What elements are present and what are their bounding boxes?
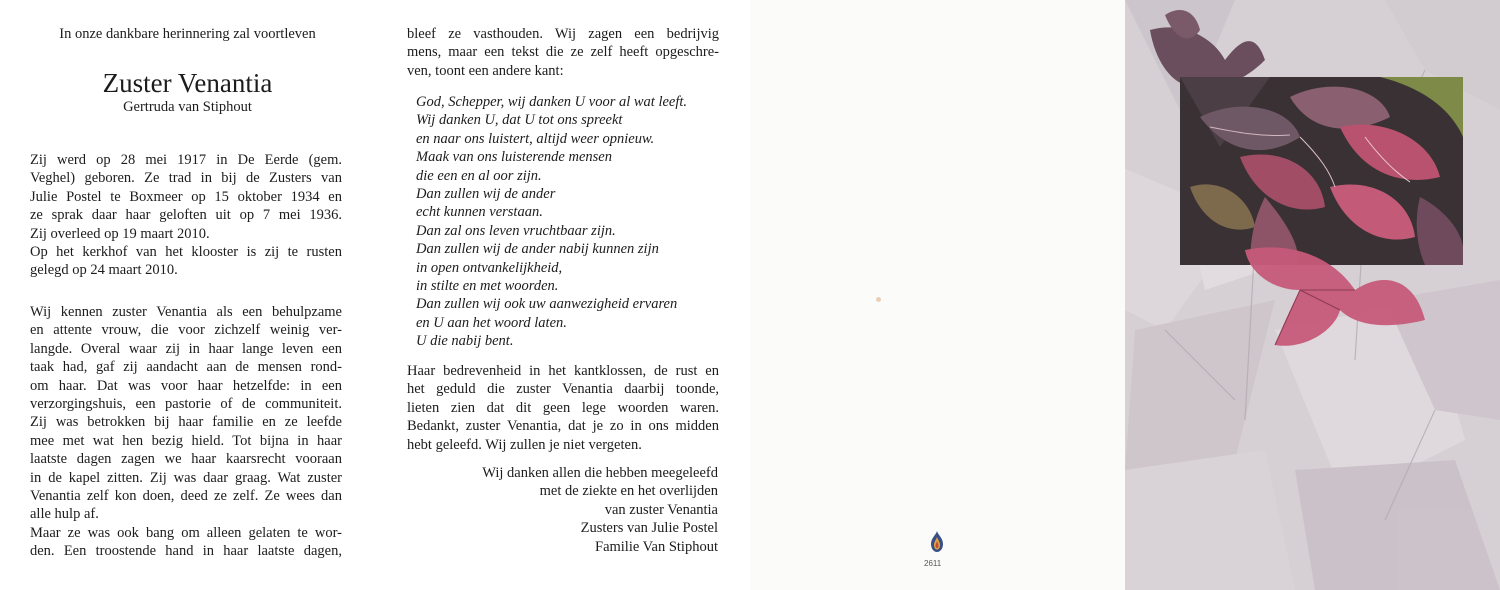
poem-line: Dan zullen wij de ander nabij kunnen zijn xyxy=(416,241,659,258)
foreground-leaf xyxy=(1125,0,1500,590)
paragraph2-line: laatste dagen zagen we haar kaarsrecht vooraan xyxy=(30,451,342,468)
middle-page xyxy=(375,0,750,590)
thanks-line: Zusters van Julie Postel xyxy=(580,520,718,537)
flame-emblem-icon xyxy=(928,530,946,554)
poem-line: Maak van ons luisterende mensen xyxy=(416,149,612,166)
deceased-name: Zuster Venantia xyxy=(102,68,273,98)
continuation-line: bleef ze vasthouden. Wij zagen een bedrijvig xyxy=(407,26,719,42)
closing-paragraph xyxy=(407,362,719,454)
continuation-paragraph xyxy=(407,25,719,80)
paragraph3-line: Bedankt, zuster Venantia, dat je zo in ons midden xyxy=(407,418,719,435)
paper-speck xyxy=(876,297,881,302)
biography-paragraph xyxy=(30,151,342,280)
cover-page xyxy=(1125,0,1500,590)
paragraph1-line: ze sprak daar haar geloften uit op 7 mei 1936. xyxy=(30,207,342,224)
paragraph2-line: Maar ze was ook bang om alleen gelaten te wor- xyxy=(30,524,342,541)
civil-name: Gertruda van Stiphout xyxy=(123,99,252,115)
paragraph2-line: Wij kennen zuster Venantia als een behulpzame xyxy=(30,304,342,320)
paragraph2-line: in de kapel zitten. Zij was daar graag. Wat zuster xyxy=(30,469,342,486)
paragraph2-line: alle hulp af. xyxy=(30,506,99,523)
continuation-line: mens, maar een tekst die ze zelf heeft opgeschre- xyxy=(407,44,719,61)
paragraph2-line: om haar. Dat was voor haar hetzelfde: in een xyxy=(30,377,342,394)
remembrance-paragraph xyxy=(30,303,342,561)
paragraph2-line: taak had, gaf zij aandacht aan de mensen rond- xyxy=(30,359,342,376)
thanks-line: van zuster Venantia xyxy=(604,501,718,518)
paragraph1-line: Veghel) geboren. Ze trad in bij de Zusters van xyxy=(30,170,342,187)
poem-line: Dan zullen wij de ander xyxy=(416,186,556,203)
poem-line: Dan zal ons leven vruchtbaar zijn. xyxy=(416,222,616,239)
paragraph1-line: gelegd op 24 maart 2010. xyxy=(30,262,178,279)
poem-line: en naar ons luistert, altijd weer opnieuw. xyxy=(416,130,655,147)
poem-line: in open ontvankelijkheid, xyxy=(416,259,563,276)
paragraph2-line: verzorgingshuis, een pastorie of de communiteit. xyxy=(30,396,342,413)
poem-line: God, Schepper, wij danken U voor al wat leeft. xyxy=(416,94,688,110)
paragraph3-line: lieten zien dat dit geen lege woorden waren. xyxy=(407,399,719,416)
prayer-poem xyxy=(416,93,726,351)
poem-line: Dan zullen wij ook uw aanwezigheid ervaren xyxy=(416,296,678,313)
thanks-line: Wij danken allen die hebben meegeleefd xyxy=(482,465,718,481)
paragraph1-line: Zij werd op 28 mei 1917 in De Eerde (gem. xyxy=(30,152,342,168)
paragraph2-line: den. Een troostende hand in haar laatste dagen, xyxy=(30,543,342,560)
thanks-line: met de ziekte en het overlijden xyxy=(539,483,718,500)
poem-line: en U aan het woord laten. xyxy=(416,314,567,331)
paragraph2-line: en attente vrouw, die voor zichzelf weinig ver- xyxy=(30,322,342,339)
continuation-line: ven, toont een andere kant: xyxy=(407,62,564,79)
paragraph2-line: Zij was betrokken bij haar familie en ze leefde xyxy=(30,414,342,431)
paragraph2-line: langde. Overal waar zij in haar lange leven een xyxy=(30,340,342,357)
poem-line: Wij danken U, dat U tot ons spreekt xyxy=(416,112,623,129)
poem-line: echt kunnen verstaan. xyxy=(416,204,543,221)
paragraph2-line: Venantia zelf kon doen, deed ze zelf. Ze wees dan xyxy=(30,488,342,505)
blank-back-page xyxy=(750,0,1125,590)
paragraph1-line: Op het kerkhof van het klooster is zij te rusten xyxy=(30,244,342,261)
paragraph3-line: Haar bedrevenheid in het kantklossen, de rust en xyxy=(407,363,719,379)
intro-line: In onze dankbare herinnering zal voortleven xyxy=(59,26,316,42)
paragraph1-line: Julie Postel te Boxmeer op 15 oktober 1934 en xyxy=(30,188,342,205)
paragraph2-line: mee met wat hen bezig hield. Tot bijna in haar xyxy=(30,432,342,449)
paragraph3-line: hebt geleefd. Wij zullen je niet vergeten. xyxy=(407,436,642,453)
print-code: 2611 xyxy=(924,559,942,568)
poem-line: U die nabij bent. xyxy=(416,333,514,350)
poem-line: in stilte en met woorden. xyxy=(416,278,559,295)
poem-line: die een en al oor zijn. xyxy=(416,167,542,184)
left-page xyxy=(0,0,375,590)
thanks-block xyxy=(482,464,718,556)
paragraph1-line: Zij overleed op 19 maart 2010. xyxy=(30,225,210,242)
paragraph3-line: het geduld die zuster Venantia daarbij toonde, xyxy=(407,381,719,398)
thanks-line: Familie Van Stiphout xyxy=(595,538,718,555)
